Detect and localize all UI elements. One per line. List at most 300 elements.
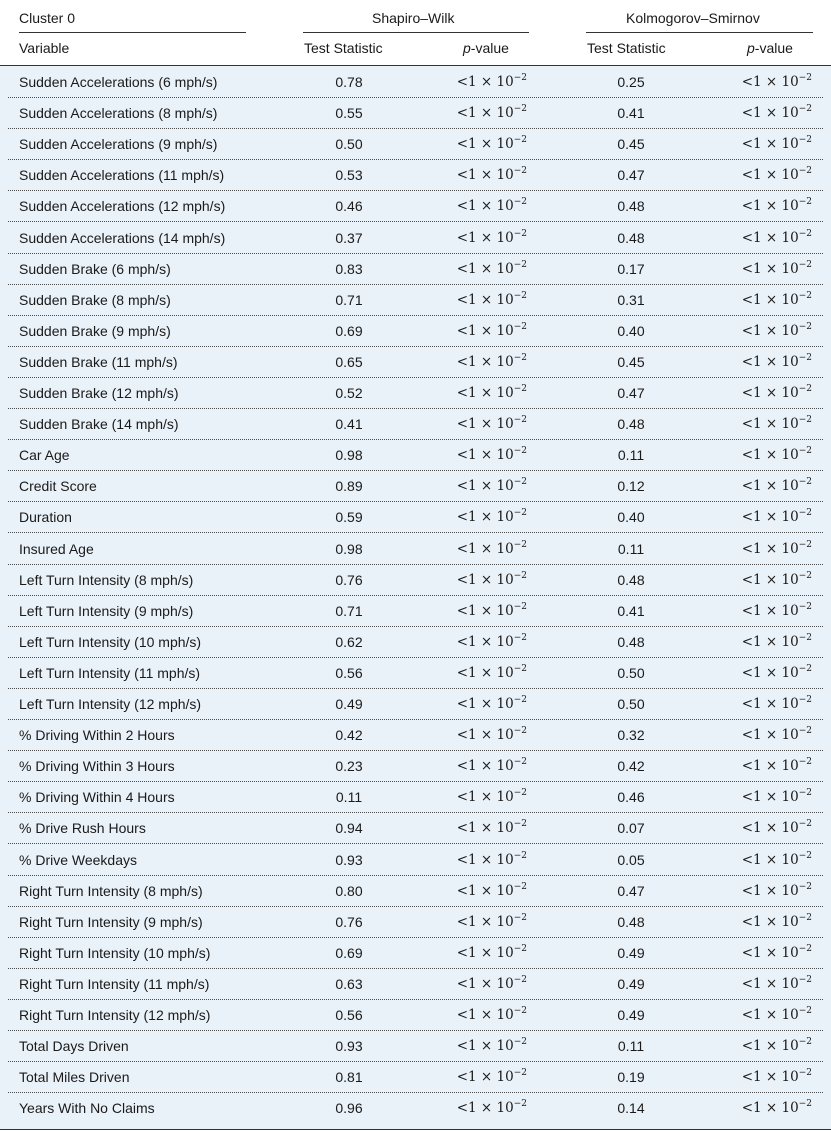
ks-test-statistic-cell: 0.42 [617, 758, 645, 775]
table-row [8, 409, 823, 440]
p-value-exponent: −2 [513, 819, 527, 830]
shapiro-wilk-underline [303, 32, 529, 33]
sw-test-statistic-cell: 0.96 [335, 1100, 363, 1117]
p-value-exponent: −2 [798, 663, 812, 674]
p-value-exponent: −2 [513, 259, 527, 270]
sw-p-value-cell [457, 384, 527, 402]
p-value-exponent: −2 [798, 539, 812, 550]
sw-p-value-cell [457, 508, 527, 526]
p-value-prefix: <1 × 10 [741, 291, 799, 308]
p-value-exponent: −2 [798, 726, 812, 737]
ks-p-value-cell [742, 166, 812, 184]
variable-cell: Sudden Accelerations (6 mph/s) [19, 74, 218, 90]
p-value-prefix: <1 × 10 [456, 758, 514, 775]
variable-cell: Years With No Claims [19, 1100, 155, 1117]
ks-p-value-cell [742, 1099, 812, 1117]
sw-test-statistic-cell: 0.71 [335, 291, 363, 308]
p-value-prefix: <1 × 10 [741, 851, 799, 868]
sw-p-value-cell [457, 851, 527, 869]
p-value-exponent: −2 [798, 757, 812, 768]
table-row [8, 534, 823, 565]
ks-p-value-cell [742, 73, 812, 91]
kolmogorov-smirnov-group-header: Kolmogorov–Smirnov [626, 10, 760, 26]
shapiro-wilk-group-header: Shapiro–Wilk [372, 10, 455, 26]
p-value-exponent: −2 [513, 104, 527, 115]
p-value-prefix: <1 × 10 [741, 260, 799, 277]
sw-p-value-cell [457, 1037, 527, 1055]
p-value-exponent: −2 [513, 166, 527, 177]
p-value-exponent: −2 [513, 788, 527, 799]
p-value-prefix: <1 × 10 [741, 353, 799, 370]
p-value-prefix: <1 × 10 [456, 633, 514, 650]
variable-cell: Sudden Accelerations (14 mph/s) [19, 229, 226, 246]
p-value-prefix: <1 × 10 [456, 540, 514, 557]
ks-test-statistic-cell: 0.47 [617, 882, 645, 899]
p-value-prefix: <1 × 10 [741, 478, 799, 495]
sw-test-statistic-cell: 0.53 [335, 167, 363, 184]
ks-test-statistic-cell: 0.47 [617, 167, 645, 184]
table-row [8, 347, 823, 378]
p-value-exponent: −2 [798, 384, 812, 394]
variable-cell: Right Turn Intensity (10 mph/s) [19, 944, 211, 961]
ks-p-value-cell [742, 260, 812, 278]
sw-p-value-cell [457, 882, 527, 900]
table-row [8, 845, 823, 876]
ks-p-value-cell [742, 633, 812, 651]
table-row [8, 160, 823, 191]
ks-p-value-cell [742, 322, 812, 340]
sw-p-value-header [463, 39, 509, 57]
p-value-prefix: <1 × 10 [456, 1038, 514, 1055]
ks-test-statistic-cell: 0.32 [617, 727, 645, 744]
ks-test-statistic-cell: 0.25 [617, 74, 645, 90]
sw-test-statistic-cell: 0.37 [335, 229, 363, 246]
sw-test-statistic-cell: 0.83 [335, 260, 363, 277]
ks-test-statistic-cell: 0.19 [617, 1069, 645, 1086]
p-value-exponent: −2 [513, 912, 527, 923]
sw-p-value-cell [457, 1006, 527, 1024]
p-value-prefix: <1 × 10 [456, 291, 514, 308]
variable-cell: Right Turn Intensity (8 mph/s) [19, 882, 203, 899]
p-value-prefix: <1 × 10 [456, 322, 514, 339]
p-value-exponent: −2 [513, 321, 527, 332]
ks-p-value-cell [742, 415, 812, 433]
p-value-prefix: <1 × 10 [456, 353, 514, 370]
ks-p-value-cell [742, 571, 812, 589]
table-row [8, 67, 823, 98]
ks-p-value-cell [742, 477, 812, 495]
p-value-exponent: −2 [798, 508, 812, 519]
sw-test-statistic-cell: 0.98 [335, 540, 363, 557]
sw-p-value-cell [457, 197, 527, 215]
sw-p-value-cell [457, 135, 527, 153]
p-value-prefix: <1 × 10 [456, 944, 514, 961]
p-value-prefix: <1 × 10 [456, 167, 514, 184]
p-value-prefix: <1 × 10 [456, 1069, 514, 1086]
table-row [8, 285, 823, 316]
table-row [8, 565, 823, 596]
variable-cell: Total Miles Driven [19, 1069, 130, 1086]
sw-p-value-cell [457, 1068, 527, 1086]
sw-test-statistic-cell: 0.98 [335, 447, 363, 464]
p-value-exponent: −2 [513, 508, 527, 519]
variable-cell: Sudden Accelerations (9 mph/s) [19, 136, 218, 153]
p-value-prefix: <1 × 10 [456, 789, 514, 806]
sw-test-statistic-cell: 0.52 [335, 385, 363, 401]
table-row [8, 813, 823, 844]
ks-test-statistic-cell: 0.11 [617, 447, 645, 464]
p-value-exponent: −2 [798, 1006, 812, 1016]
sw-test-statistic-cell: 0.69 [335, 322, 363, 339]
p-value-prefix: <1 × 10 [456, 1007, 514, 1023]
ks-test-statistic-header: Test Statistic [587, 40, 666, 56]
p-value-prefix: <1 × 10 [741, 74, 799, 90]
sw-p-value-cell [457, 571, 527, 589]
p-value-exponent: −2 [798, 974, 812, 985]
sw-p-italic: p [463, 40, 471, 56]
p-value-prefix: <1 × 10 [456, 664, 514, 681]
p-value-prefix: <1 × 10 [456, 882, 514, 899]
p-value-prefix: <1 × 10 [741, 820, 799, 837]
p-value-prefix: <1 × 10 [741, 758, 799, 775]
ks-test-statistic-cell: 0.48 [617, 571, 645, 588]
p-value-exponent: −2 [798, 1099, 812, 1110]
cluster-label: Cluster 0 [19, 10, 76, 26]
p-value-prefix: <1 × 10 [456, 509, 514, 526]
p-value-prefix: <1 × 10 [741, 105, 799, 122]
p-value-exponent: −2 [513, 197, 527, 208]
ks-p-italic: p [747, 40, 755, 56]
p-value-exponent: −2 [798, 881, 812, 892]
p-value-exponent: −2 [513, 135, 527, 146]
sw-p-value-cell [457, 477, 527, 495]
table-row [8, 782, 823, 813]
variable-cell: % Drive Weekdays [19, 851, 138, 868]
p-value-prefix: <1 × 10 [456, 229, 514, 246]
sw-test-statistic-cell: 0.50 [335, 136, 363, 153]
ks-p-value-cell [742, 508, 812, 526]
p-value-exponent: −2 [513, 757, 527, 768]
ks-test-statistic-cell: 0.47 [617, 385, 645, 401]
p-value-exponent: −2 [798, 197, 812, 208]
sw-p-value-cell [457, 260, 527, 278]
sw-p-value-cell [457, 353, 527, 371]
p-value-exponent: −2 [513, 695, 527, 705]
p-value-exponent: −2 [798, 632, 812, 643]
p-value-prefix: <1 × 10 [741, 322, 799, 339]
p-value-exponent: −2 [513, 477, 527, 488]
sw-test-statistic-cell: 0.93 [335, 1038, 363, 1055]
sw-test-statistic-cell: 0.46 [335, 198, 363, 215]
sw-p-suffix: -value [470, 40, 509, 56]
p-value-exponent: −2 [513, 943, 527, 954]
ks-test-statistic-cell: 0.45 [617, 136, 645, 153]
table-row [8, 907, 823, 938]
ks-p-suffix: -value [754, 40, 793, 56]
sw-test-statistic-cell: 0.23 [335, 758, 363, 775]
p-value-exponent: −2 [513, 73, 527, 83]
p-value-exponent: −2 [798, 166, 812, 177]
ks-test-statistic-cell: 0.14 [617, 1100, 645, 1117]
variable-cell: Right Turn Intensity (12 mph/s) [19, 1007, 211, 1023]
ks-p-value-cell [742, 882, 812, 900]
table-row [8, 98, 823, 129]
sw-test-statistic-cell: 0.81 [335, 1069, 363, 1086]
table-row [8, 254, 823, 285]
p-value-prefix: <1 × 10 [456, 851, 514, 868]
table-row [8, 627, 823, 658]
sw-p-value-cell [457, 819, 527, 837]
p-value-prefix: <1 × 10 [741, 975, 799, 992]
variable-cell: Right Turn Intensity (11 mph/s) [19, 975, 210, 992]
sw-test-statistic-cell: 0.69 [335, 944, 363, 961]
p-value-prefix: <1 × 10 [741, 509, 799, 526]
ks-test-statistic-cell: 0.48 [617, 633, 645, 650]
p-value-prefix: <1 × 10 [456, 416, 514, 433]
variable-cell: % Driving Within 4 Hours [19, 789, 175, 806]
p-value-prefix: <1 × 10 [456, 820, 514, 837]
ks-test-statistic-cell: 0.12 [617, 478, 645, 495]
ks-test-statistic-cell: 0.07 [617, 820, 645, 837]
p-value-exponent: −2 [798, 104, 812, 115]
ks-test-statistic-cell: 0.46 [617, 789, 645, 806]
table-row [8, 191, 823, 222]
ks-p-value-cell [742, 540, 812, 558]
p-value-exponent: −2 [513, 1068, 527, 1079]
p-value-prefix: <1 × 10 [741, 696, 799, 712]
ks-test-statistic-cell: 0.40 [617, 322, 645, 339]
p-value-prefix: <1 × 10 [456, 136, 514, 153]
ks-p-value-cell [742, 353, 812, 371]
table-row [8, 1062, 823, 1093]
p-value-prefix: <1 × 10 [456, 571, 514, 588]
sw-test-statistic-cell: 0.41 [335, 416, 363, 433]
ks-test-statistic-cell: 0.11 [617, 1038, 645, 1055]
ks-p-value-cell [742, 819, 812, 837]
table-row [8, 471, 823, 502]
sw-p-value-cell [457, 415, 527, 433]
variable-cell: Sudden Brake (6 mph/s) [19, 260, 171, 277]
p-value-prefix: <1 × 10 [741, 385, 799, 401]
sw-p-value-cell [457, 73, 527, 91]
ks-p-value-cell [742, 135, 812, 153]
table-row [8, 1031, 823, 1062]
p-value-exponent: −2 [513, 290, 527, 301]
variable-cell: % Drive Rush Hours [19, 820, 146, 837]
sw-test-statistic-cell: 0.80 [335, 882, 363, 899]
p-value-prefix: <1 × 10 [456, 727, 514, 744]
sw-test-statistic-cell: 0.59 [335, 509, 363, 526]
ks-test-statistic-cell: 0.49 [617, 975, 645, 992]
sw-p-value-cell [457, 540, 527, 558]
p-value-prefix: <1 × 10 [741, 416, 799, 433]
ks-p-value-cell [742, 757, 812, 775]
variable-cell: Left Turn Intensity (12 mph/s) [19, 696, 202, 712]
ks-test-statistic-cell: 0.05 [617, 851, 645, 868]
ks-test-statistic-cell: 0.50 [617, 696, 645, 712]
p-value-prefix: <1 × 10 [741, 447, 799, 464]
variable-cell: Sudden Brake (14 mph/s) [19, 416, 179, 433]
sw-p-value-cell [457, 1099, 527, 1117]
ks-test-statistic-cell: 0.48 [617, 198, 645, 215]
variable-cell: Sudden Brake (9 mph/s) [19, 322, 171, 339]
variable-cell: Duration [19, 509, 72, 526]
sw-p-value-cell [457, 975, 527, 993]
ks-p-value-cell [742, 1068, 812, 1086]
p-value-prefix: <1 × 10 [456, 385, 514, 401]
sw-p-value-cell [457, 602, 527, 620]
variable-cell: % Driving Within 2 Hours [19, 727, 175, 744]
ks-p-value-cell [742, 384, 812, 402]
sw-test-statistic-header: Test Statistic [304, 40, 383, 56]
sw-test-statistic-cell: 0.56 [335, 664, 363, 681]
p-value-prefix: <1 × 10 [456, 74, 514, 90]
sw-test-statistic-cell: 0.76 [335, 571, 363, 588]
table-body [0, 65, 831, 1130]
sw-p-value-cell [457, 166, 527, 184]
p-value-exponent: −2 [798, 290, 812, 301]
p-value-prefix: <1 × 10 [741, 1100, 799, 1117]
table-row [8, 751, 823, 782]
variable-cell: Sudden Accelerations (12 mph/s) [19, 198, 226, 215]
variable-cell: Insured Age [19, 540, 94, 557]
table-row [8, 316, 823, 347]
p-value-prefix: <1 × 10 [741, 1007, 799, 1023]
variable-cell: Total Days Driven [19, 1038, 129, 1055]
p-value-exponent: −2 [798, 135, 812, 146]
sw-test-statistic-cell: 0.56 [335, 1007, 363, 1023]
ks-p-value-cell [742, 602, 812, 620]
p-value-prefix: <1 × 10 [741, 633, 799, 650]
table-row [8, 502, 823, 533]
p-value-exponent: −2 [513, 539, 527, 550]
p-value-exponent: −2 [798, 850, 812, 861]
sw-test-statistic-cell: 0.76 [335, 913, 363, 930]
p-value-exponent: −2 [798, 1068, 812, 1079]
ks-p-value-cell [742, 726, 812, 744]
variable-cell: Sudden Brake (12 mph/s) [19, 385, 179, 401]
variable-cell: Right Turn Intensity (9 mph/s) [19, 913, 203, 930]
p-value-prefix: <1 × 10 [741, 664, 799, 681]
p-value-exponent: −2 [513, 1037, 527, 1048]
ks-p-value-cell [742, 788, 812, 806]
cluster-underline [19, 32, 246, 33]
p-value-exponent: −2 [513, 974, 527, 985]
p-value-exponent: −2 [513, 1006, 527, 1016]
p-value-exponent: −2 [513, 632, 527, 643]
table-row [8, 658, 823, 689]
kolmogorov-smirnov-underline [586, 32, 813, 33]
variable-column-header: Variable [19, 40, 70, 56]
sw-p-value-cell [457, 229, 527, 247]
p-value-exponent: −2 [513, 415, 527, 426]
variable-cell: Left Turn Intensity (8 mph/s) [19, 571, 194, 588]
sw-p-value-cell [457, 695, 527, 713]
ks-p-value-header [747, 39, 793, 57]
p-value-exponent: −2 [798, 352, 812, 363]
p-value-prefix: <1 × 10 [741, 229, 799, 246]
ks-p-value-cell [742, 975, 812, 993]
p-value-prefix: <1 × 10 [456, 478, 514, 495]
p-value-exponent: −2 [798, 415, 812, 426]
variable-cell: Left Turn Intensity (9 mph/s) [19, 602, 194, 619]
sw-p-value-cell [457, 757, 527, 775]
ks-p-value-cell [742, 291, 812, 309]
sw-p-value-cell [457, 944, 527, 962]
table-row [8, 223, 823, 254]
ks-p-value-cell [742, 944, 812, 962]
ks-test-statistic-cell: 0.45 [617, 353, 645, 370]
p-value-exponent: −2 [798, 321, 812, 332]
sw-p-value-cell [457, 291, 527, 309]
p-value-prefix: <1 × 10 [741, 789, 799, 806]
p-value-exponent: −2 [513, 352, 527, 363]
p-value-prefix: <1 × 10 [741, 602, 799, 619]
p-value-exponent: −2 [513, 570, 527, 581]
p-value-exponent: −2 [513, 850, 527, 861]
ks-p-value-cell [742, 851, 812, 869]
ks-test-statistic-cell: 0.40 [617, 509, 645, 526]
p-value-prefix: <1 × 10 [741, 913, 799, 930]
sw-p-value-cell [457, 322, 527, 340]
ks-test-statistic-cell: 0.48 [617, 229, 645, 246]
p-value-prefix: <1 × 10 [456, 913, 514, 930]
variable-cell: Sudden Brake (8 mph/s) [19, 291, 171, 308]
variable-cell: Sudden Accelerations (11 mph/s) [19, 167, 225, 184]
p-value-prefix: <1 × 10 [741, 1069, 799, 1086]
sw-p-value-cell [457, 664, 527, 682]
p-value-exponent: −2 [513, 384, 527, 394]
p-value-exponent: −2 [798, 259, 812, 270]
sw-test-statistic-cell: 0.94 [335, 820, 363, 837]
p-value-exponent: −2 [798, 228, 812, 239]
p-value-exponent: −2 [798, 477, 812, 488]
sw-test-statistic-cell: 0.63 [335, 975, 363, 992]
ks-test-statistic-cell: 0.11 [617, 540, 645, 557]
ks-test-statistic-cell: 0.49 [617, 1007, 645, 1023]
p-value-exponent: −2 [513, 881, 527, 892]
table-row [8, 689, 823, 720]
table-row [8, 378, 823, 409]
p-value-prefix: <1 × 10 [741, 167, 799, 184]
ks-p-value-cell [742, 197, 812, 215]
p-value-prefix: <1 × 10 [741, 882, 799, 899]
sw-test-statistic-cell: 0.42 [335, 727, 363, 744]
p-value-prefix: <1 × 10 [456, 975, 514, 992]
sw-p-value-cell [457, 104, 527, 122]
p-value-exponent: −2 [798, 570, 812, 581]
table-row [8, 129, 823, 160]
ks-p-value-cell [742, 664, 812, 682]
ks-test-statistic-cell: 0.48 [617, 416, 645, 433]
ks-p-value-cell [742, 104, 812, 122]
p-value-prefix: <1 × 10 [456, 447, 514, 464]
p-value-exponent: −2 [798, 601, 812, 612]
sw-test-statistic-cell: 0.62 [335, 633, 363, 650]
table-bottom-rule [0, 1129, 831, 1130]
table-row [8, 1093, 823, 1124]
table-row [8, 440, 823, 471]
p-value-exponent: −2 [798, 912, 812, 923]
ks-test-statistic-cell: 0.49 [617, 944, 645, 961]
p-value-exponent: −2 [798, 1037, 812, 1048]
variable-cell: Left Turn Intensity (11 mph/s) [19, 664, 201, 681]
table-row [8, 969, 823, 1000]
p-value-exponent: −2 [798, 943, 812, 954]
ks-test-statistic-cell: 0.48 [617, 913, 645, 930]
p-value-exponent: −2 [798, 446, 812, 457]
sw-p-value-cell [457, 788, 527, 806]
